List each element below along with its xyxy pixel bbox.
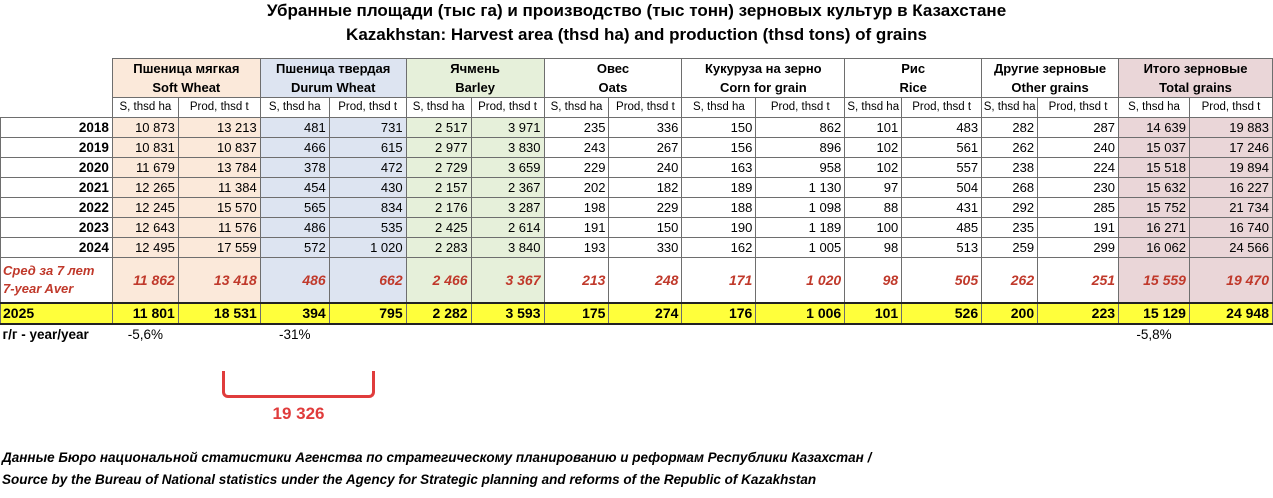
value-cell: 12 265 [112, 178, 178, 198]
crop-header-en: Soft Wheat [112, 78, 260, 98]
unit-header: Prod, thsd t [1189, 98, 1272, 118]
source-ru: Данные Бюро национальной статистики Агенства по стратегическому планированию и реформам Республики Казахстан / [2, 450, 872, 465]
value-cell: 430 [329, 178, 406, 198]
yoy-empty [406, 324, 471, 344]
value-cell: 431 [902, 198, 982, 218]
yoy-row [1, 324, 1273, 344]
unit-header: S, thsd ha [1119, 98, 1190, 118]
value-cell: 163 [682, 158, 756, 178]
value-cell: 19 894 [1189, 158, 1272, 178]
corner-cell [1, 59, 113, 79]
value-cell: 240 [609, 158, 682, 178]
value-cell: 378 [260, 158, 329, 178]
value-cell: 150 [609, 218, 682, 238]
average-value: 251 [1038, 258, 1119, 304]
current-value: 1 006 [756, 303, 845, 324]
crop-header-ru: Овес [544, 59, 682, 79]
value-cell: 182 [609, 178, 682, 198]
header-row-units [1, 98, 1273, 118]
current-year-row [1, 303, 1273, 324]
value-cell: 615 [329, 138, 406, 158]
unit-header: Prod, thsd t [329, 98, 406, 118]
crop-header-en: Rice [845, 78, 982, 98]
year-label: 2023 [1, 218, 113, 238]
current-value: 394 [260, 303, 329, 324]
value-cell: 16 271 [1119, 218, 1190, 238]
value-cell: 572 [260, 238, 329, 258]
corner-cell [1, 78, 113, 98]
value-cell: 535 [329, 218, 406, 238]
average-value: 13 418 [178, 258, 260, 304]
year-label: 2022 [1, 198, 113, 218]
year-label: 2020 [1, 158, 113, 178]
value-cell: 2 614 [471, 218, 544, 238]
average-label: Сред за 7 лет 7-year Aver [1, 258, 113, 304]
value-cell: 191 [1038, 218, 1119, 238]
yoy-empty [329, 324, 406, 344]
average-value: 248 [609, 258, 682, 304]
crop-header-en: Corn for grain [682, 78, 845, 98]
value-cell: 15 037 [1119, 138, 1190, 158]
value-cell: 19 883 [1189, 118, 1272, 138]
unit-header: S, thsd ha [260, 98, 329, 118]
value-cell: 336 [609, 118, 682, 138]
value-cell: 102 [845, 138, 902, 158]
value-cell: 13 213 [178, 118, 260, 138]
value-cell: 16 227 [1189, 178, 1272, 198]
current-value: 3 593 [471, 303, 544, 324]
average-value: 1 020 [756, 258, 845, 304]
average-value: 19 470 [1189, 258, 1272, 304]
value-cell: 191 [544, 218, 609, 238]
table-row [1, 118, 1273, 138]
current-value: 223 [1038, 303, 1119, 324]
value-cell: 2 283 [406, 238, 471, 258]
value-cell: 285 [1038, 198, 1119, 218]
average-value: 15 559 [1119, 258, 1190, 304]
value-cell: 282 [982, 118, 1038, 138]
value-cell: 1 130 [756, 178, 845, 198]
value-cell: 224 [1038, 158, 1119, 178]
value-cell: 235 [544, 118, 609, 138]
value-cell: 472 [329, 158, 406, 178]
crop-header-en: Oats [544, 78, 682, 98]
value-cell: 896 [756, 138, 845, 158]
value-cell: 240 [1038, 138, 1119, 158]
table-row [1, 218, 1273, 238]
value-cell: 454 [260, 178, 329, 198]
title-ru: Убранные площади (тыс га) и производство (тыс тонн) зерновых культур в Казахстане [266, 1, 1007, 20]
crop-header-en: Barley [406, 78, 544, 98]
value-cell: 557 [902, 158, 982, 178]
value-cell: 198 [544, 198, 609, 218]
average-value: 486 [260, 258, 329, 304]
current-year-label: 2025 [1, 303, 113, 324]
year-label: 2019 [1, 138, 113, 158]
value-cell: 101 [845, 118, 902, 138]
value-cell: 97 [845, 178, 902, 198]
year-label: 2024 [1, 238, 113, 258]
unit-header: Prod, thsd t [609, 98, 682, 118]
value-cell: 2 729 [406, 158, 471, 178]
value-cell: 958 [756, 158, 845, 178]
value-cell: 1 189 [756, 218, 845, 238]
value-cell: 3 287 [471, 198, 544, 218]
value-cell: 1 098 [756, 198, 845, 218]
crop-header-ru: Итого зерновые [1119, 59, 1273, 79]
value-cell: 259 [982, 238, 1038, 258]
value-cell: 2 977 [406, 138, 471, 158]
average-value: 11 862 [112, 258, 178, 304]
yoy-empty [982, 324, 1038, 344]
yoy-label: г/г - year/year [1, 324, 113, 344]
crop-header-ru: Пшеница твердая [260, 59, 406, 79]
value-cell: 15 518 [1119, 158, 1190, 178]
crop-header-ru: Кукуруза на зерно [682, 59, 845, 79]
value-cell: 156 [682, 138, 756, 158]
value-cell: 287 [1038, 118, 1119, 138]
value-cell: 466 [260, 138, 329, 158]
average-row [1, 258, 1273, 304]
value-cell: 88 [845, 198, 902, 218]
unit-header: S, thsd ha [112, 98, 178, 118]
crop-header-ru: Рис [845, 59, 982, 79]
yoy-empty [471, 324, 544, 344]
value-cell: 262 [982, 138, 1038, 158]
yoy-empty [845, 324, 902, 344]
value-cell: 238 [982, 158, 1038, 178]
value-cell: 504 [902, 178, 982, 198]
unit-header: S, thsd ha [544, 98, 609, 118]
value-cell: 13 784 [178, 158, 260, 178]
value-cell: 16 062 [1119, 238, 1190, 258]
value-cell: 16 740 [1189, 218, 1272, 238]
average-value: 662 [329, 258, 406, 304]
value-cell: 12 495 [112, 238, 178, 258]
table-row [1, 198, 1273, 218]
corner-cell [1, 98, 113, 118]
table-row [1, 178, 1273, 198]
unit-header: S, thsd ha [845, 98, 902, 118]
crop-header-ru: Пшеница мягкая [112, 59, 260, 79]
value-cell: 3 659 [471, 158, 544, 178]
value-cell: 3 971 [471, 118, 544, 138]
value-cell: 330 [609, 238, 682, 258]
crop-header-en: Total grains [1119, 78, 1273, 98]
table-row [1, 158, 1273, 178]
value-cell: 513 [902, 238, 982, 258]
value-cell: 235 [982, 218, 1038, 238]
unit-header: S, thsd ha [982, 98, 1038, 118]
average-value: 98 [845, 258, 902, 304]
value-cell: 1 020 [329, 238, 406, 258]
value-cell: 485 [902, 218, 982, 238]
value-cell: 11 576 [178, 218, 260, 238]
value-cell: 98 [845, 238, 902, 258]
year-label: 2021 [1, 178, 113, 198]
value-cell: 3 840 [471, 238, 544, 258]
value-cell: 24 566 [1189, 238, 1272, 258]
value-cell: 10 873 [112, 118, 178, 138]
yoy-empty [682, 324, 756, 344]
unit-header: Prod, thsd t [178, 98, 260, 118]
table-row [1, 138, 1273, 158]
value-cell: 11 384 [178, 178, 260, 198]
table-body [1, 59, 1273, 345]
value-cell: 483 [902, 118, 982, 138]
average-value: 2 466 [406, 258, 471, 304]
yoy-empty [756, 324, 845, 344]
current-value: 274 [609, 303, 682, 324]
table-row [1, 238, 1273, 258]
current-value: 101 [845, 303, 902, 324]
value-cell: 299 [1038, 238, 1119, 258]
average-value: 3 367 [471, 258, 544, 304]
value-cell: 230 [1038, 178, 1119, 198]
current-value: 15 129 [1119, 303, 1190, 324]
value-cell: 11 679 [112, 158, 178, 178]
value-cell: 2 517 [406, 118, 471, 138]
current-value: 175 [544, 303, 609, 324]
yoy-empty [1189, 324, 1272, 344]
value-cell: 565 [260, 198, 329, 218]
value-cell: 188 [682, 198, 756, 218]
value-cell: 21 734 [1189, 198, 1272, 218]
value-cell: 150 [682, 118, 756, 138]
value-cell: 229 [609, 198, 682, 218]
value-cell: 10 831 [112, 138, 178, 158]
header-row-en [1, 78, 1273, 98]
average-value: 505 [902, 258, 982, 304]
crop-header-en: Durum Wheat [260, 78, 406, 98]
unit-header: S, thsd ha [406, 98, 471, 118]
header-row-ru [1, 59, 1273, 79]
value-cell: 229 [544, 158, 609, 178]
value-cell: 10 837 [178, 138, 260, 158]
value-cell: 15 632 [1119, 178, 1190, 198]
value-cell: 189 [682, 178, 756, 198]
value-cell: 2 425 [406, 218, 471, 238]
yoy-empty [609, 324, 682, 344]
average-value: 171 [682, 258, 756, 304]
crop-header-ru: Ячмень [406, 59, 544, 79]
grain-table [0, 58, 1273, 344]
yoy-value: -5,6% [112, 324, 178, 344]
value-cell: 731 [329, 118, 406, 138]
unit-header: Prod, thsd t [756, 98, 845, 118]
current-value: 2 282 [406, 303, 471, 324]
average-value: 213 [544, 258, 609, 304]
average-value: 262 [982, 258, 1038, 304]
crop-header-ru: Другие зерновые [982, 59, 1119, 79]
value-cell: 268 [982, 178, 1038, 198]
value-cell: 15 752 [1119, 198, 1190, 218]
value-cell: 292 [982, 198, 1038, 218]
value-cell: 12 643 [112, 218, 178, 238]
title-en: Kazakhstan: Harvest area (thsd ha) and production (thsd tons) of grains [346, 25, 927, 44]
current-value: 11 801 [112, 303, 178, 324]
value-cell: 1 005 [756, 238, 845, 258]
value-cell: 3 830 [471, 138, 544, 158]
value-cell: 2 157 [406, 178, 471, 198]
year-label: 2018 [1, 118, 113, 138]
value-cell: 2 176 [406, 198, 471, 218]
yoy-empty [902, 324, 982, 344]
current-value: 795 [329, 303, 406, 324]
value-cell: 561 [902, 138, 982, 158]
value-cell: 862 [756, 118, 845, 138]
value-cell: 267 [609, 138, 682, 158]
value-cell: 162 [682, 238, 756, 258]
wheat-sum-value: 19 326 [272, 404, 325, 423]
current-value: 176 [682, 303, 756, 324]
yoy-value: -31% [260, 324, 329, 344]
current-value: 18 531 [178, 303, 260, 324]
value-cell: 102 [845, 158, 902, 178]
value-cell: 2 367 [471, 178, 544, 198]
value-cell: 243 [544, 138, 609, 158]
unit-header: Prod, thsd t [902, 98, 982, 118]
value-cell: 834 [329, 198, 406, 218]
value-cell: 14 639 [1119, 118, 1190, 138]
yoy-empty [178, 324, 260, 344]
value-cell: 202 [544, 178, 609, 198]
crop-header-en: Other grains [982, 78, 1119, 98]
yoy-value: -5,8% [1119, 324, 1190, 344]
value-cell: 486 [260, 218, 329, 238]
wheat-sum-bracket [222, 371, 375, 398]
unit-header: Prod, thsd t [471, 98, 544, 118]
current-value: 200 [982, 303, 1038, 324]
value-cell: 193 [544, 238, 609, 258]
yoy-empty [1038, 324, 1119, 344]
current-value: 24 948 [1189, 303, 1272, 324]
unit-header: Prod, thsd t [1038, 98, 1119, 118]
unit-header: S, thsd ha [682, 98, 756, 118]
value-cell: 190 [682, 218, 756, 238]
value-cell: 100 [845, 218, 902, 238]
yoy-empty [544, 324, 609, 344]
value-cell: 15 570 [178, 198, 260, 218]
current-value: 526 [902, 303, 982, 324]
value-cell: 17 246 [1189, 138, 1272, 158]
value-cell: 17 559 [178, 238, 260, 258]
value-cell: 12 245 [112, 198, 178, 218]
value-cell: 481 [260, 118, 329, 138]
source-en: Source by the Bureau of National statistics under the Agency for Strategic planning and reforms of the Republic of Kazakhstan [2, 472, 817, 487]
